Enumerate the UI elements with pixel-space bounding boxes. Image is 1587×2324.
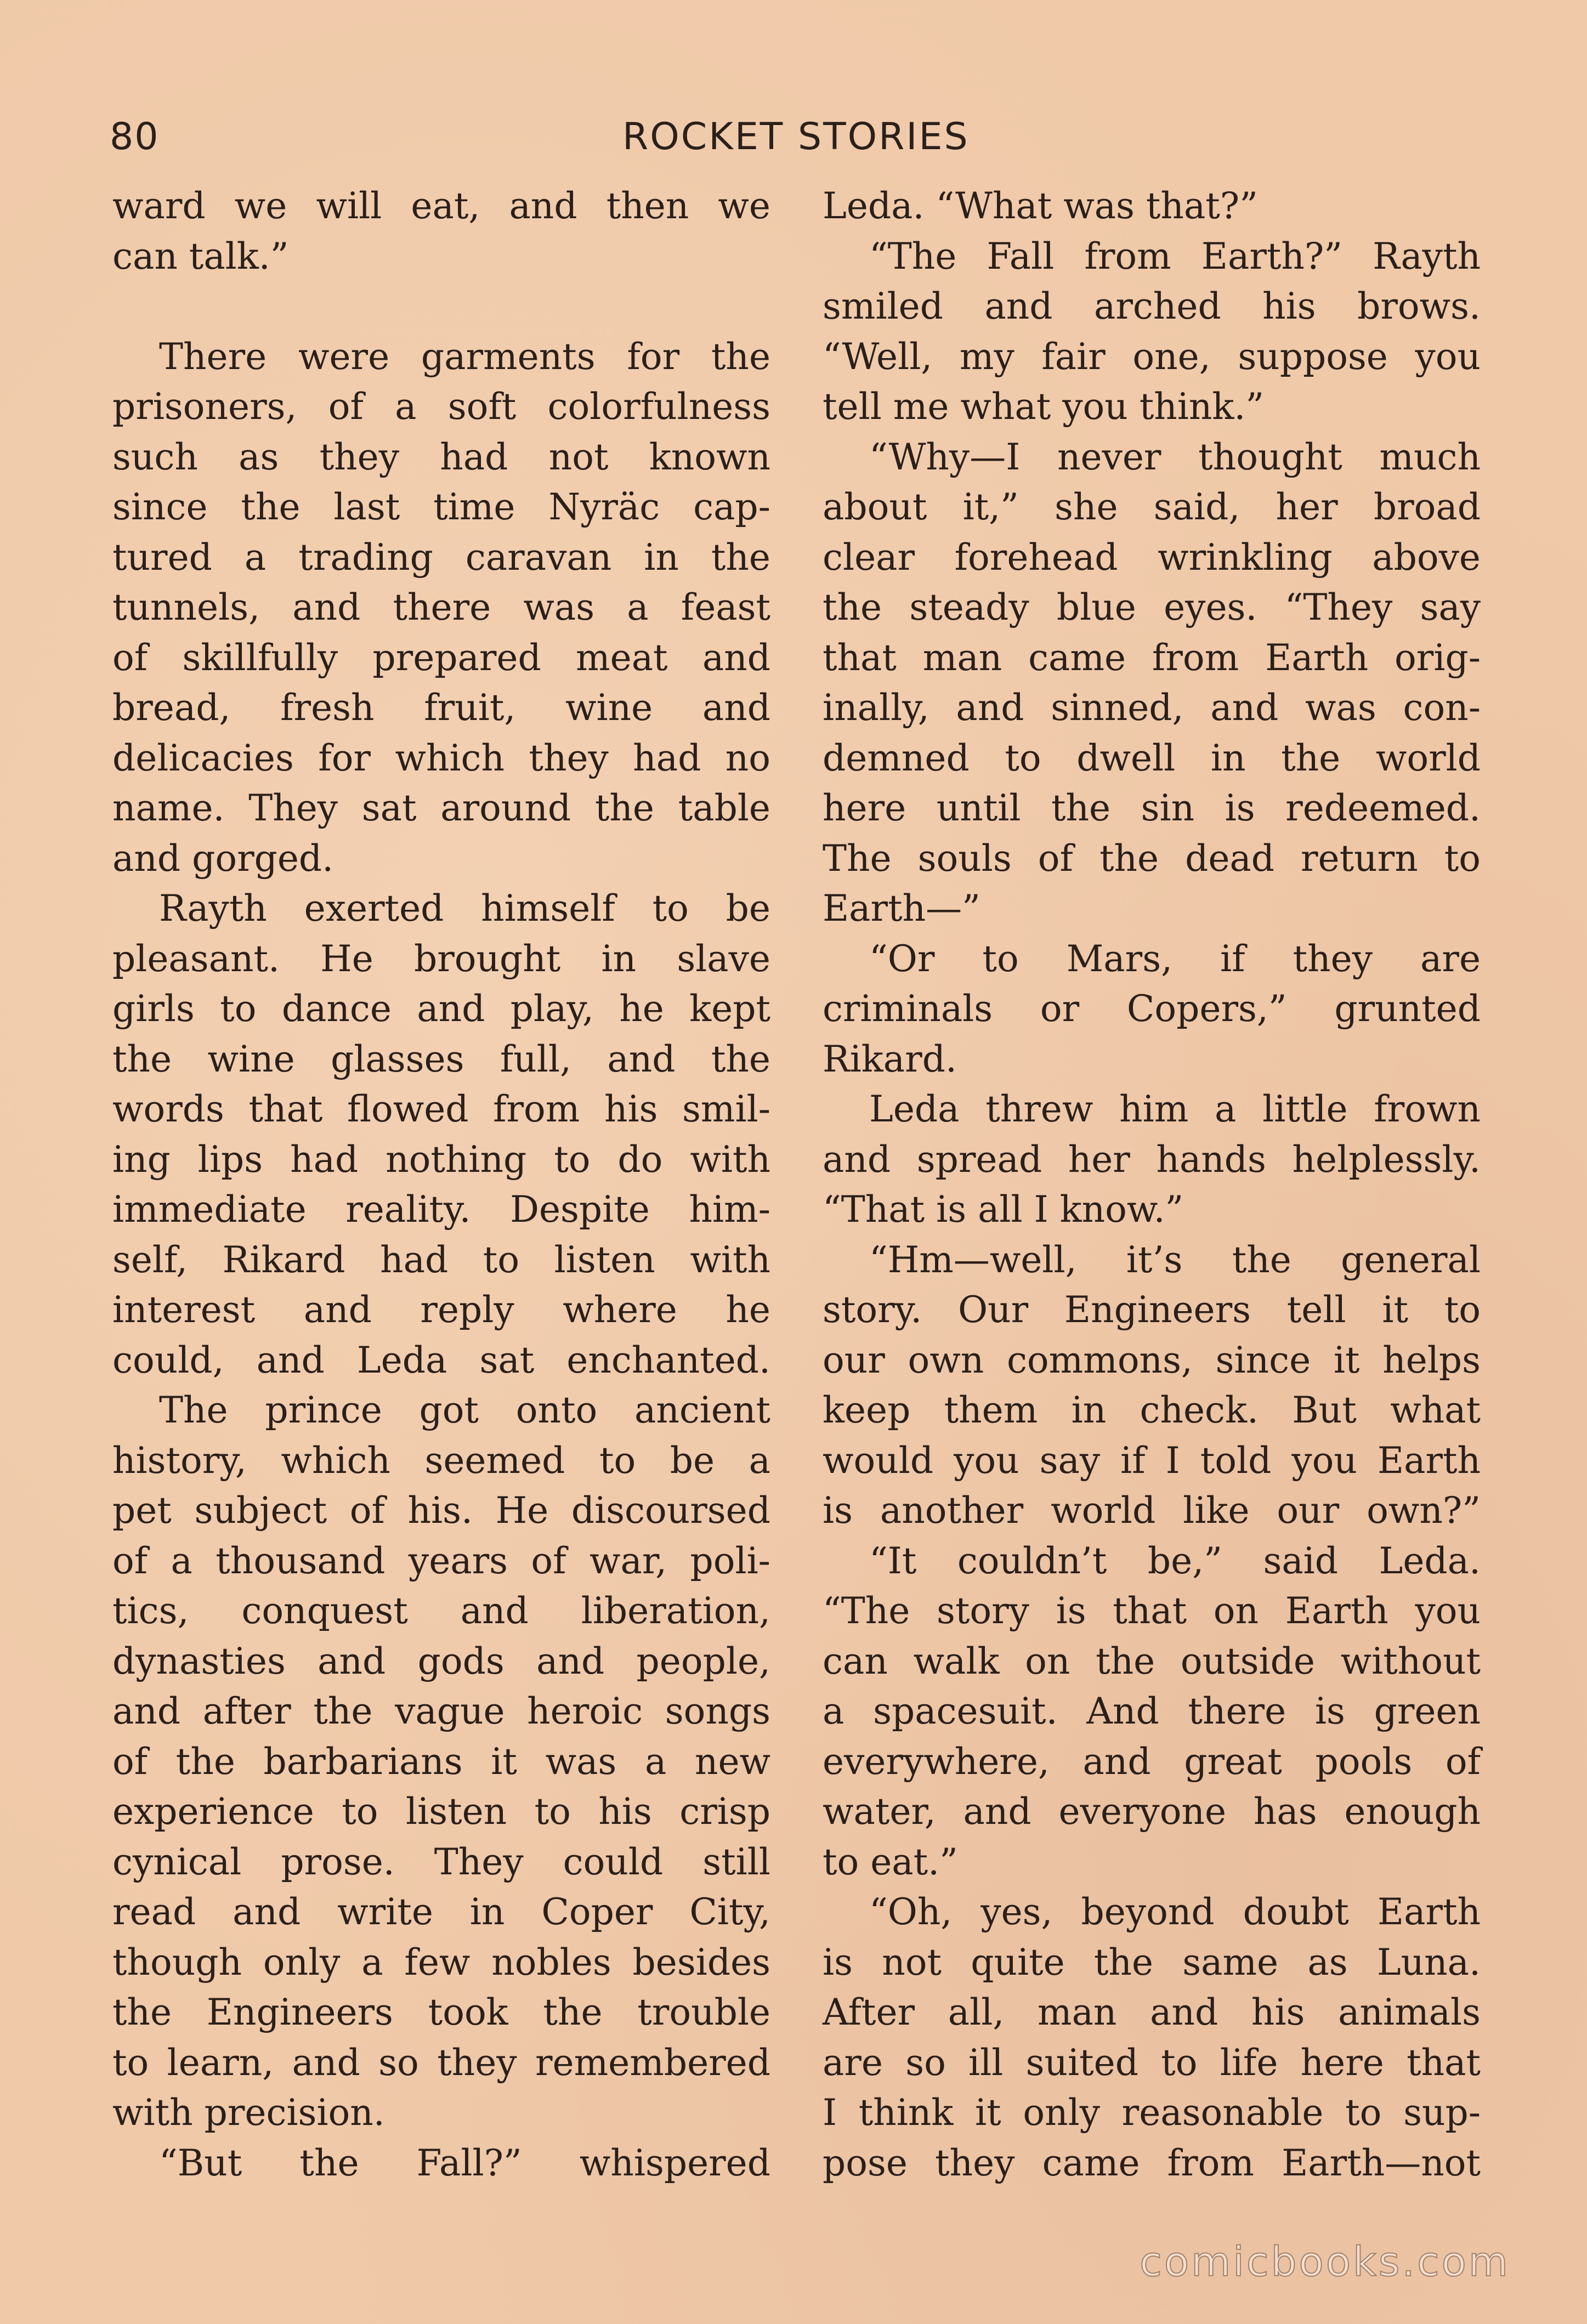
text-line: experience to listen to his crisp (112, 1790, 770, 1833)
text-line: with precision. (112, 2091, 385, 2134)
text-line: inally, and sinned, and was con- (823, 687, 1481, 729)
text-line: tics, conquest and liberation, (112, 1590, 770, 1632)
page-number: 80 (110, 115, 160, 158)
text-line: words that flowed from his smil- (112, 1088, 770, 1130)
text-line: The prince got onto ancient (159, 1389, 770, 1431)
text-line: Leda threw him a little frown (869, 1088, 1481, 1130)
text-line: interest and reply where he (112, 1289, 770, 1331)
text-line: to learn, and so they remembered (112, 2041, 770, 2084)
text-line: immediate reality. Despite him- (112, 1188, 770, 1231)
text-line: a spacesuit. And there is green (823, 1690, 1481, 1732)
text-line: I think it only reasonable to sup- (823, 2091, 1481, 2134)
watermark: comicbooks.com (1140, 2238, 1510, 2286)
text-line: to eat.” (823, 1840, 958, 1883)
text-line: pose they came from Earth—not (823, 2141, 1481, 2184)
text-line: the steady blue eyes. “They say (823, 586, 1481, 628)
text-line: that man came from Earth orig- (823, 636, 1481, 679)
text-line: everywhere, and great pools of (823, 1740, 1481, 1783)
text-line: ward we will eat, and then we (112, 185, 770, 227)
text-line: delicacies for which they had no (112, 736, 770, 779)
text-line: our own commons, since it helps (823, 1339, 1481, 1381)
text-line: can talk.” (112, 235, 289, 277)
text-line: “Why—I never thought much (869, 435, 1481, 478)
text-line: can walk on the outside without (823, 1640, 1481, 1682)
text-line: since the last time Nyräc cap- (112, 486, 770, 528)
text-line: Earth—” (823, 887, 980, 929)
text-line: though only a few nobles besides (112, 1941, 770, 1983)
text-line: here until the sin is redeemed. (823, 787, 1481, 829)
text-line: dynasties and gods and people, (112, 1640, 770, 1682)
text-line: demned to dwell in the world (823, 736, 1481, 779)
text-line: is another world like our own?” (823, 1489, 1481, 1532)
text-line: the wine glasses full, and the (112, 1038, 770, 1080)
text-line: criminals or Copers,” grunted (823, 988, 1481, 1030)
text-line: “But the Fall?” whispered (159, 2141, 770, 2184)
text-line: water, and everyone has enough (823, 1790, 1481, 1833)
text-line: smiled and arched his brows. (823, 285, 1481, 327)
text-line: pet subject of his. He discoursed (112, 1489, 770, 1532)
right-text-column (823, 181, 1481, 2188)
text-line: are so ill suited to life here that (823, 2041, 1481, 2084)
text-line: Leda. “What was that?” (823, 185, 1258, 227)
text-line: keep them in check. But what (823, 1389, 1481, 1431)
text-line: name. They sat around the table (112, 787, 770, 829)
text-line: about it,” she said, her broad (823, 486, 1481, 528)
text-line: such as they had not known (112, 435, 770, 478)
text-line: history, which seemed to be a (112, 1439, 770, 1482)
text-line: “That is all I know.” (823, 1188, 1184, 1231)
text-line: read and write in Coper City, (112, 1891, 770, 1933)
text-line: prisoners, of a soft colorfulness (112, 386, 770, 428)
left-text-column (112, 181, 770, 2188)
text-line: tunnels, and there was a feast (112, 586, 770, 628)
text-line: ing lips had nothing to do with (112, 1138, 770, 1181)
text-line: of skillfully prepared meat and (112, 636, 770, 679)
text-line: Rikard. (823, 1038, 957, 1080)
text-line: The souls of the dead return to (823, 837, 1481, 880)
text-line: There were garments for the (159, 335, 770, 378)
text-line: and spread her hands helplessly. (823, 1138, 1481, 1181)
page-header (110, 115, 1481, 165)
text-line: would you say if I told you Earth (823, 1439, 1481, 1482)
text-line: Rayth exerted himself to be (159, 887, 770, 929)
text-line: “The story is that on Earth you (823, 1590, 1481, 1632)
text-line: of a thousand years of war, poli- (112, 1539, 770, 1582)
text-line: “Oh, yes, beyond doubt Earth (869, 1891, 1481, 1933)
text-line: cynical prose. They could still (112, 1840, 770, 1883)
text-line: “The Fall from Earth?” Rayth (869, 235, 1481, 277)
text-line: bread, fresh fruit, wine and (112, 687, 770, 729)
text-line (112, 281, 770, 332)
text-line: tured a trading caravan in the (112, 536, 770, 579)
text-line: and after the vague heroic songs (112, 1690, 770, 1732)
text-line: “Hm—well, it’s the general (869, 1238, 1481, 1281)
text-line: “It couldn’t be,” said Leda. (869, 1539, 1481, 1582)
text-line: clear forehead wrinkling above (823, 536, 1481, 579)
text-line: is not quite the same as Luna. (823, 1941, 1481, 1983)
text-line: tell me what you think.” (823, 386, 1265, 428)
running-head: ROCKET STORIES (622, 115, 970, 158)
text-line: the Engineers took the trouble (112, 1991, 770, 2033)
text-line: After all, man and his animals (823, 1991, 1481, 2033)
text-line: story. Our Engineers tell it to (823, 1289, 1481, 1331)
text-line: of the barbarians it was a new (112, 1740, 770, 1783)
text-line: pleasant. He brought in slave (112, 937, 770, 980)
text-line: girls to dance and play, he kept (112, 988, 770, 1030)
text-line: could, and Leda sat enchanted. (112, 1339, 770, 1381)
text-line: self, Rikard had to listen with (112, 1238, 770, 1281)
text-line: “Well, my fair one, suppose you (823, 335, 1481, 378)
text-line: and gorged. (112, 837, 334, 880)
text-line: “Or to Mars, if they are (869, 937, 1481, 980)
